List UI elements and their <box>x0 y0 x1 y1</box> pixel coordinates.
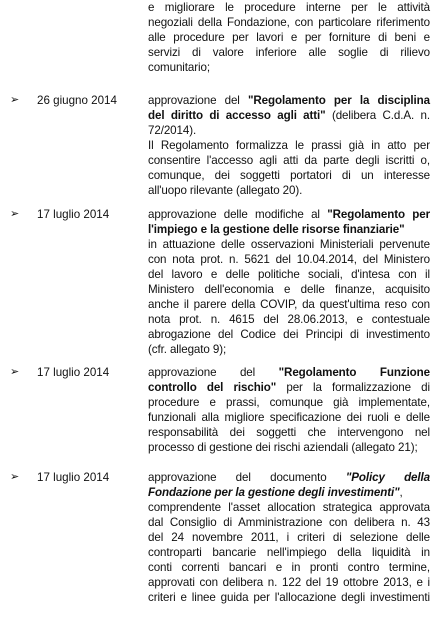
entry-line: anche il parere della COVIP, da quest'ultima reso con <box>148 298 430 311</box>
entry-line: all'uopo rilevante (allegato 20). <box>148 184 303 197</box>
entry-line: in attuazione delle osservazioni Ministeriali pervenute <box>148 238 430 251</box>
bullet-arrow-icon: ➢ <box>10 366 20 378</box>
entry-line: approvazione del documento "Policy della <box>148 471 430 484</box>
entry-line: Fondazione per la gestione degli investimenti", <box>148 486 403 499</box>
entry-line: comprendente l'asset allocation strategica approvata <box>148 501 430 514</box>
intro-line: e migliorare le procedure interne per le attività <box>148 1 430 14</box>
intro-line: negoziali della Fondazione, con particolare riferimento <box>148 16 430 29</box>
entry-line: abrogazione del Codice dei Principi di investimento <box>148 328 430 341</box>
entry-line: del diritto di accesso agli atti" (delibera C.d.A. n. <box>148 109 430 122</box>
bullet-arrow-icon: ➢ <box>10 208 20 220</box>
entry-line: approvazione del "Regolamento Funzione <box>148 366 430 379</box>
entry-line: controllo del rischio" per la formalizzazione di <box>148 381 430 394</box>
regulation-title: "Regolamento per <box>327 208 430 221</box>
regulation-title: del diritto di accesso agli atti" <box>148 109 326 122</box>
entry-date: 17 luglio 2014 <box>37 366 110 379</box>
regulation-title: controllo del rischio" <box>148 381 277 394</box>
entry-line: Il Regolamento formalizza le prassi già in atto per <box>148 139 430 152</box>
intro-line: servizi di valore inferiore alle soglie di rilievo <box>148 46 430 59</box>
regulation-title: l'impiego e la gestione delle risorse finanziarie" <box>148 223 405 236</box>
entry-line: approvati con delibera n. 122 del 19 ottobre 2013, e i <box>148 576 430 589</box>
entry-line: procedure e prassi, comunque già implementate, <box>148 396 430 409</box>
intro-line: comunitario; <box>148 61 210 74</box>
regulation-title: "Regolamento per la disciplina <box>247 94 430 107</box>
entry-line <box>148 222 430 237</box>
entry-line: consentire l'accesso agli atti da parte degli iscritti o, <box>148 154 430 167</box>
entry-line: responsabilità dei soggetti che intervengono nel <box>148 426 430 439</box>
entry-date: 17 luglio 2014 <box>37 208 110 221</box>
bullet-arrow-icon: ➢ <box>10 94 20 106</box>
entry-date: 26 giugno 2014 <box>37 94 117 107</box>
bullet-arrow-icon: ➢ <box>10 471 20 483</box>
entry-line: nota prot. n. 4615 del 28.06.2013, e contestuale <box>148 313 430 326</box>
regulation-title: "Regolamento Funzione <box>278 366 430 379</box>
entry-line: dal Consiglio di Amministrazione con delibera n. 43 <box>148 516 430 529</box>
entry-line: approvazione delle modifiche al "Regolamento per <box>148 208 430 221</box>
entry-line: funzionali alla migliore specificazione dei ruoli e delle <box>148 411 430 424</box>
entry-date: 17 luglio 2014 <box>37 471 110 484</box>
entry-line: 72/2014). <box>148 124 197 137</box>
policy-title: Fondazione per la gestione degli investimenti" <box>148 486 400 499</box>
entry-line: del 24 novembre 2011, i criteri di selezione delle <box>148 531 430 544</box>
entry-line: approvazione del "Regolamento per la disciplina <box>148 94 430 107</box>
intro-line: alle procedure per lavori e per forniture di beni e <box>148 31 430 44</box>
entry-line: comunque, dei soggetti portatori di un interesse <box>148 169 430 182</box>
entry-line: (cfr. allegato 9); <box>148 343 227 356</box>
entry-line: Ministero dell'economia e delle finanze, acquisito <box>148 283 430 296</box>
policy-title: "Policy della <box>345 471 430 484</box>
entry-line: conti correnti bancari e in pronti contro termine, <box>148 561 430 574</box>
entry-line: con nota prot. n. 5621 del 10.04.2014, del Ministero <box>148 253 430 266</box>
entry-line: controparti bancarie nell'impiego della liquidità in <box>148 546 430 559</box>
entry-line: del lavoro e delle politiche sociali, d'intesa con il <box>148 268 430 281</box>
entry-line: processo di gestione dei rischi aziendali (allegato 21); <box>148 441 418 454</box>
entry-line: criteri e linee guida per l'allocazione degli investimenti <box>148 591 430 604</box>
